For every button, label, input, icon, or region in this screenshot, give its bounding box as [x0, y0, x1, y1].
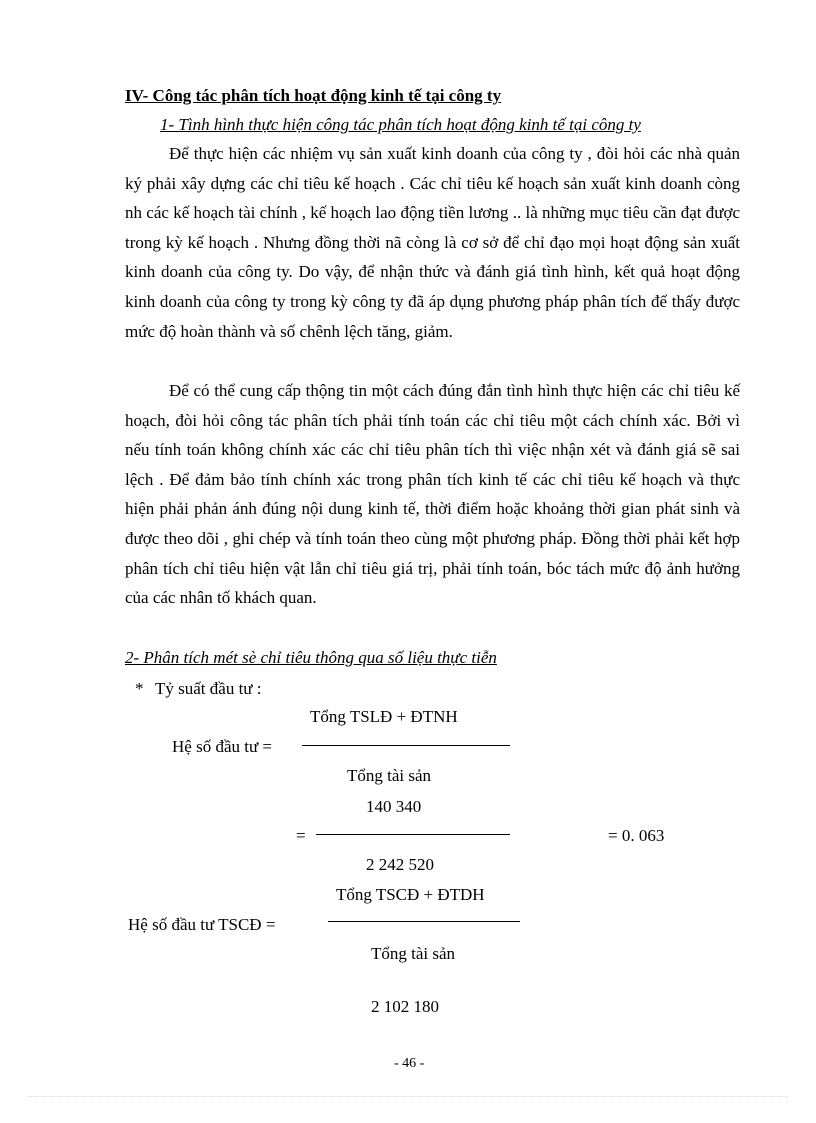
bullet-text: Tỷ suất đầu tư : [155, 679, 262, 698]
formula2-fraction-bar [328, 921, 520, 922]
bullet-item [135, 679, 261, 699]
subsection-heading-2: 2- Phân tích mét sè chỉ tiêu thông qua số liệu thực tiễn [125, 648, 497, 667]
bullet-symbol: * [135, 679, 144, 698]
formula1-calc-numerator: 140 340 [366, 797, 422, 816]
paragraph-1: Để thực hiện các nhiệm vụ sản xuất kinh doanh của công ty , đòi hỏi các nhà quản ký phải xây dựng các chỉ tiêu kế hoạch . Các chỉ tiêu kế hoạch sản xuất kinh doanh còng nh các kế hoạch tài chính , kế hoạch lao động tiền lương .. là những mục tiêu cần đạt được trong kỳ kế hoạch . Nhưng đồng thời nã còng là cơ sở để chỉ đạo mọi hoạt động sản xuất kinh doanh của công ty. Do vậy, để nhận thức và đánh giá tình hình, kết quả hoạt động kinh doanh của công ty trong kỳ công ty đã áp dụng phương pháp phân tích để thấy được mức độ hoàn thành và số chênh lệch tăng, giảm. [125, 144, 740, 341]
formula2-label: Hệ số đầu tư TSCĐ = [128, 915, 276, 934]
formula1-denominator: Tổng tài sản [347, 766, 432, 785]
formula1-calc-equals: = [296, 826, 306, 845]
formula2-value: 2 102 180 [371, 997, 439, 1016]
formula1-fraction-bar [302, 745, 510, 746]
formula1-calc-denominator: 2 242 520 [366, 855, 434, 874]
page-bottom-divider [28, 1096, 788, 1097]
subsection-heading-1: 1- Tình hình thực hiện công tác phân tích hoạt động kinh tế tại công ty [160, 115, 641, 134]
page-number: - 46 - [394, 1056, 425, 1071]
formula1-numerator: Tổng TSLĐ + ĐTNH [310, 707, 458, 726]
formula2-numerator: Tổng TSCĐ + ĐTDH [336, 885, 485, 904]
formula1-label: Hệ số đầu tư = [172, 737, 273, 756]
paragraph-2: Để có thể cung cấp thộng tin một cách đúng đắn tình hình thực hiện các chỉ tiêu kế hoạch, đòi hỏi công tác phân tích phải tính toán các chỉ tiêu một cách chính xác. Bởi vì nếu tính toán không chính xác các chỉ tiêu phân tích thì việc nhận xét và đánh giá sẽ sai lệch . Để đảm bảo tính chính xác trong phân tích kinh tế các chỉ tiêu kế hoạch và thực hiện phải phản ánh đúng nội dung kinh tế, thời điểm hoặc khoảng thời gian phát sinh và được theo dõi , ghi chép và tính toán theo cùng một phương pháp. Đồng thời phải kết hợp phân tích chỉ tiêu hiện vật lẫn chỉ tiêu giá trị, phải tính toán, bóc tách mức độ ảnh hưởng của các nhân tố khách quan. [125, 381, 740, 608]
formula1-calc-result: = 0. 063 [608, 826, 665, 845]
formula1-calc-fraction-bar [316, 834, 510, 835]
section-heading: IV- Công tác phân tích hoạt động kinh tế tại công ty [125, 86, 502, 105]
formula2-denominator: Tổng tài sản [371, 944, 456, 963]
